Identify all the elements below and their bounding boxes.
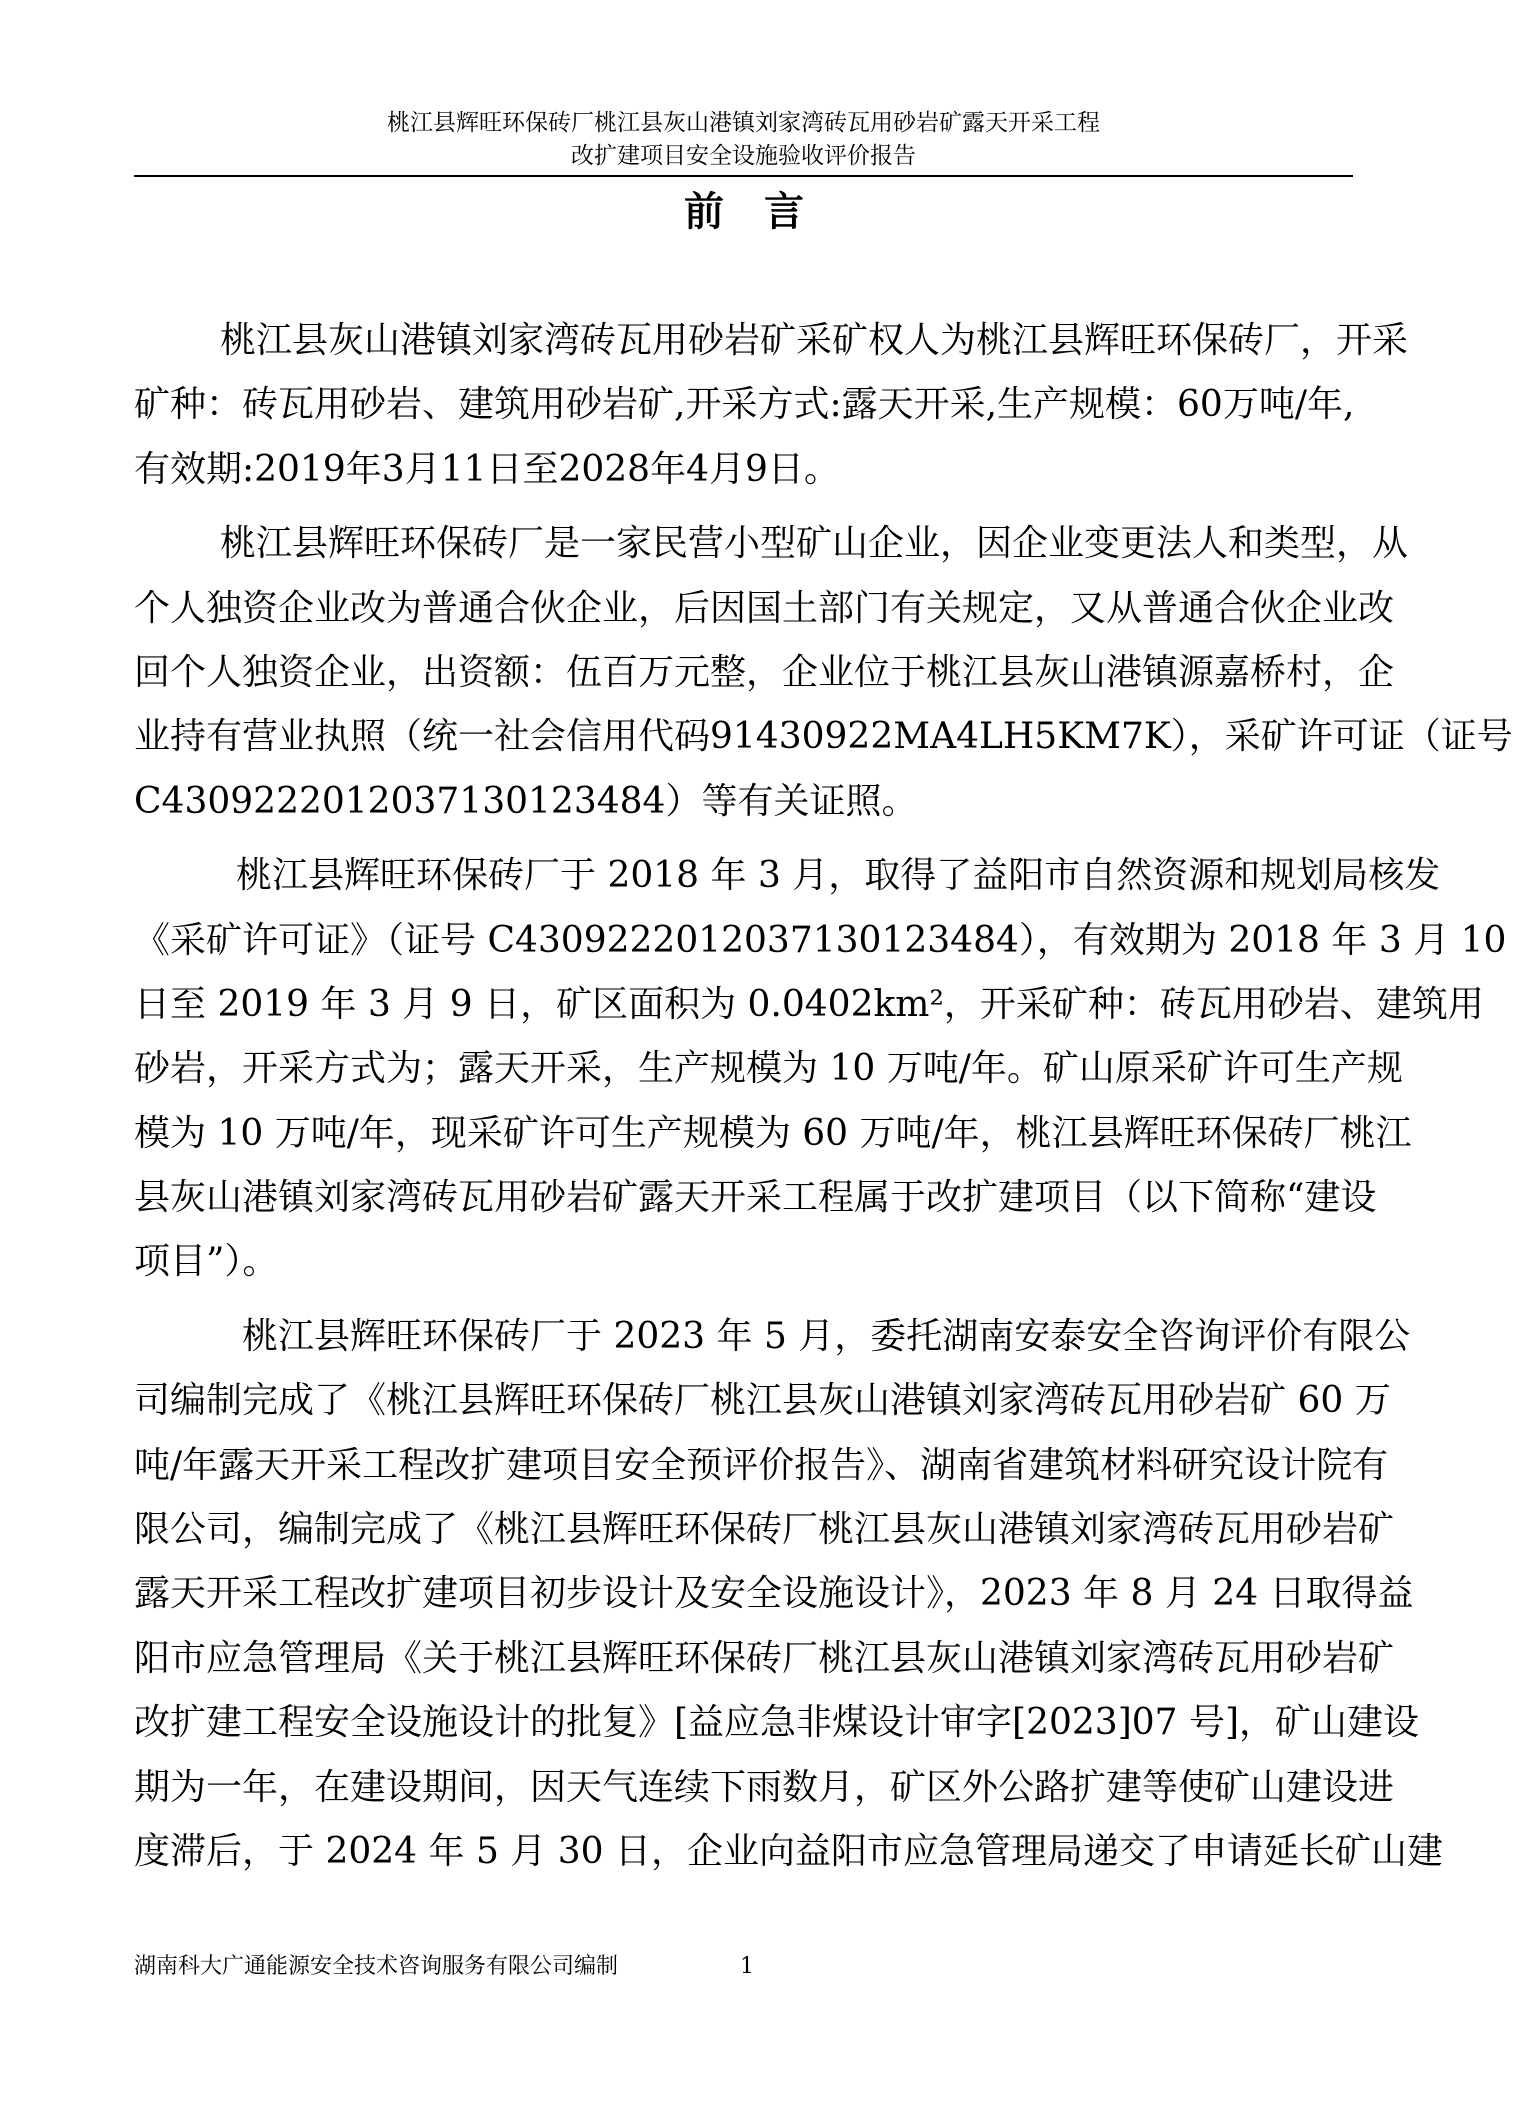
text-line: 桃江县灰山港镇刘家湾砖瓦用砂岩矿采矿权人为桃江县辉旺环保砖厂，开采 [220, 320, 1409, 361]
paragraph [134, 309, 1409, 502]
text-line: 限公司，编制完成了《桃江县辉旺环保砖厂桃江县灰山港镇刘家湾砖瓦用砂岩矿 [134, 1509, 1395, 1551]
page-number: 1 [740, 1954, 754, 1979]
header-divider [134, 175, 1353, 177]
text-line: 司编制完成了《桃江县辉旺环保砖厂桃江县灰山港镇刘家湾砖瓦用砂岩矿 60 万 [134, 1380, 1391, 1422]
paragraph [134, 844, 1507, 1295]
running-header-line-1: 桃江县辉旺环保砖厂桃江县灰山港镇刘家湾砖瓦用砂岩矿露天开采工程 [387, 110, 1100, 136]
text-line: 模为 10 万吨/年，现采矿许可生产规模为 60 万吨/年，桃江县辉旺环保砖厂桃江 [134, 1112, 1412, 1154]
page-title: 前言 [684, 188, 844, 235]
text-line: 桃江县辉旺环保砖厂于 2023 年 5 月，委托湖南安泰安全咨询评价有限公 [242, 1315, 1411, 1357]
paragraph [134, 512, 1513, 834]
text-line: C4309222012037130123484）等有关证照。 [134, 780, 918, 822]
text-line: 阳市应急管理局《关于桃江县辉旺环保砖厂桃江县灰山港镇刘家湾砖瓦用砂岩矿 [134, 1637, 1395, 1679]
text-line: 日至 2019 年 3 月 9 日，矿区面积为 0.0402km²，开采矿种：砖瓦用砂岩、建筑用 [134, 983, 1484, 1025]
text-line: 个人独资企业改为普通合伙企业，后因国土部门有关规定，又从普通合伙企业改 [134, 587, 1395, 629]
text-line: 期为一年，在建设期间，因天气连续下雨数月，矿区外公路扩建等使矿山建设进 [134, 1766, 1395, 1808]
text-line: 有效期:2019年3月11日至2028年4月9日。 [134, 448, 840, 490]
text-line: 露天开采工程改扩建项目初步设计及安全设施设计》，2023 年 8 月 24 日取得益 [134, 1573, 1414, 1615]
text-line: 矿种：砖瓦用砂岩、建筑用砂岩矿,开采方式:露天开采,生产规模：60万吨/年, [134, 384, 1355, 426]
text-line: 度滞后，于 2024 年 5 月 30 日，企业向益阳市应急管理局递交了申请延长矿山建 [134, 1830, 1443, 1872]
running-header-line-2: 改扩建项目安全设施验收评价报告 [571, 143, 916, 169]
text-line: 砂岩，开采方式为；露天开采，生产规模为 10 万吨/年。矿山原采矿许可生产规 [134, 1048, 1403, 1090]
text-line: 项目”）。 [134, 1241, 279, 1283]
text-line: 业持有营业执照（统一社会信用代码91430922MA4LH5KM7K），采矿许可证（证号 [134, 716, 1513, 758]
text-line: 改扩建工程安全设施设计的批复》[益应急非煤设计审字[2023]07 号]，矿山建设 [134, 1702, 1420, 1744]
text-line: 《采矿许可证》（证号 C4309222012037130123484），有效期为 2018 年 3 月 10 [134, 919, 1507, 961]
text-line: 桃江县辉旺环保砖厂于 2018 年 3 月，取得了益阳市自然资源和规划局核发 [236, 855, 1441, 897]
text-line: 吨/年露天开采工程改扩建项目安全预评价报告》、湖南省建筑材料研究设计院有 [134, 1444, 1389, 1486]
footer-company: 湖南科大广通能源安全技术咨询服务有限公司编制 [134, 1954, 619, 1979]
text-line: 桃江县辉旺环保砖厂是一家民营小型矿山企业，因企业变更法人和类型，从 [220, 523, 1409, 565]
paragraph [134, 1305, 1443, 1885]
text-line: 县灰山港镇刘家湾砖瓦用砂岩矿露天开采工程属于改扩建项目（以下简称“建设 [134, 1177, 1377, 1219]
document-body [134, 309, 1513, 1884]
text-line: 回个人独资企业，出资额：伍百万元整，企业位于桃江县灰山港镇源嘉桥村，企 [134, 651, 1395, 693]
